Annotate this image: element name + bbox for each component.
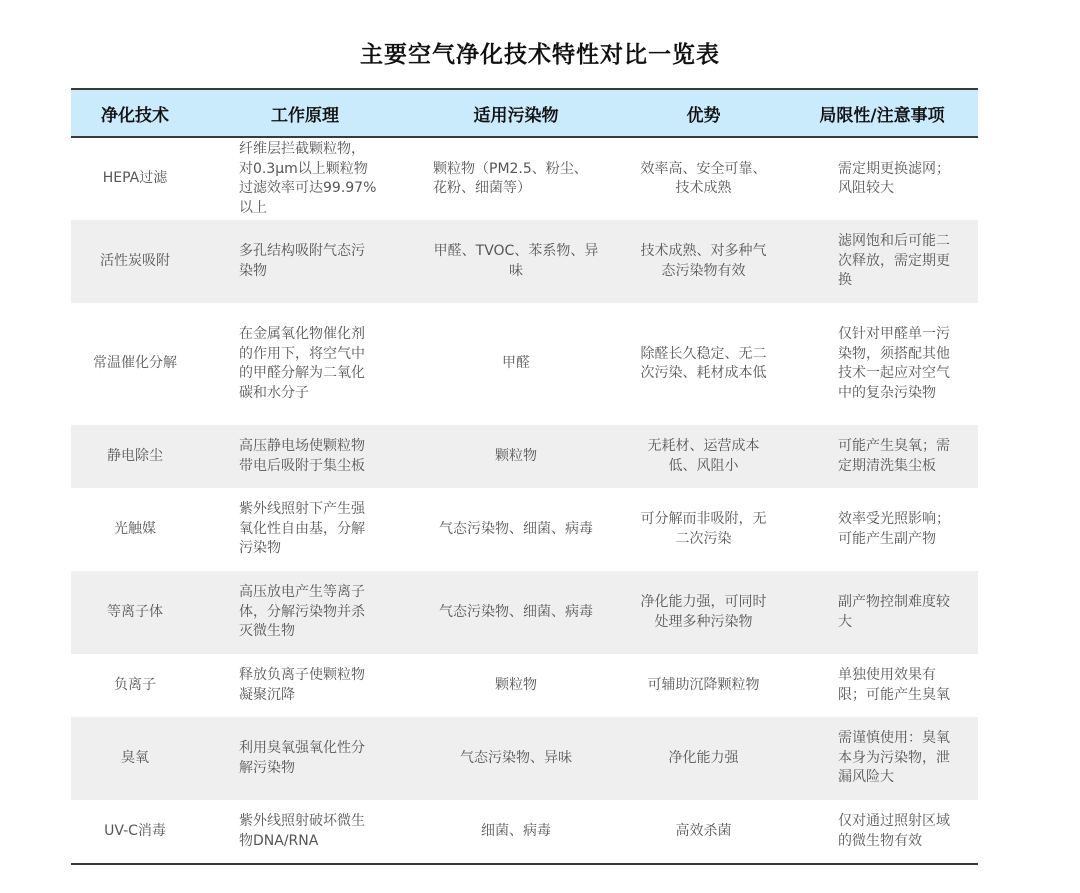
- cell-limitation: 需谨慎使用：臭氧本身为污染物，泄漏风险大: [786, 717, 978, 800]
- table-row: [71, 571, 978, 654]
- table-row: [71, 425, 978, 488]
- cell-tech: HEPA过滤: [102, 170, 168, 187]
- cell-pollutants: 颗粒物（PM2.5、粉尘、花粉、细菌等）: [433, 160, 588, 196]
- cell-advantage: 效率高、安全可靠、技术成熟: [640, 160, 767, 196]
- cell-advantage: 可分解而非吸附，无二次污染: [640, 511, 767, 547]
- table-row: [71, 488, 978, 571]
- cell-principle: 高压放电产生等离子体，分解污染物并杀灭微生物: [199, 571, 411, 654]
- table-row: [71, 654, 978, 717]
- header-pollutants: 适用污染物: [411, 89, 621, 137]
- cell-tech: UV-C消毒: [71, 800, 199, 864]
- cell-limitation: 仅针对甲醛单一污染物，须搭配其他技术一起应对空气中的复杂污染物: [838, 326, 950, 401]
- header-principle: 工作原理: [199, 89, 411, 137]
- cell-limitation: 效率受光照影响；可能产生副产物: [838, 511, 950, 547]
- cell-principle: 多孔结构吸附气态污染物: [199, 220, 411, 303]
- cell-pollutants: 气态污染物、细菌、病毒: [411, 571, 621, 654]
- cell-advantage: 净化能力强: [621, 717, 786, 800]
- cell-advantage: 技术成熟、对多种气态污染物有效: [621, 220, 786, 303]
- cell-principle: 释放负离子使颗粒物凝聚沉降: [239, 667, 365, 703]
- header-advantage: 优势: [621, 89, 786, 137]
- cell-pollutants: 气态污染物、异味: [411, 717, 621, 800]
- cell-limitation: 仅对通过照射区域的微生物有效: [786, 800, 978, 864]
- cell-principle: 在金属氧化物催化剂的作用下，将空气中的甲醛分解为二氧化碳和水分子: [239, 326, 365, 401]
- cell-tech: 等离子体: [71, 571, 199, 654]
- cell-pollutants: 气态污染物、细菌、病毒: [439, 520, 593, 537]
- cell-principle: 紫外线照射破坏微生物DNA/RNA: [199, 800, 411, 864]
- cell-pollutants: 甲醛、TVOC、苯系物、异味: [411, 220, 621, 303]
- table-row: [71, 717, 978, 800]
- cell-limitation: 滤网饱和后可能二次释放，需定期更换: [786, 220, 978, 303]
- cell-principle: 高压静电场使颗粒物带电后吸附于集尘板: [199, 425, 411, 488]
- table-header-row: [71, 89, 978, 137]
- table-row: [71, 800, 978, 864]
- cell-advantage: 高效杀菌: [621, 800, 786, 864]
- cell-pollutants: 甲醛: [502, 355, 530, 372]
- cell-limitation: 需定期更换滤网；风阻较大: [838, 160, 950, 196]
- table-row: [71, 137, 978, 220]
- comparison-table: [71, 88, 978, 865]
- cell-principle: 紫外线照射下产生强氧化性自由基，分解污染物: [239, 501, 365, 557]
- cell-advantage: 无耗材、运营成本低、风阻小: [621, 425, 786, 488]
- cell-tech: 静电除尘: [71, 425, 199, 488]
- cell-pollutants: 细菌、病毒: [411, 800, 621, 864]
- cell-principle: 纤维层拦截颗粒物，对0.3μm以上颗粒物过滤效率可达99.97%以上: [239, 141, 377, 216]
- table-row: [71, 303, 978, 425]
- cell-tech: 光触媒: [114, 520, 156, 537]
- table-row: [71, 220, 978, 303]
- cell-limitation: 可能产生臭氧；需定期清洗集尘板: [786, 425, 978, 488]
- cell-tech: 负离子: [114, 676, 156, 693]
- page-title: 主要空气净化技术特性对比一览表: [360, 42, 720, 68]
- cell-pollutants: 颗粒物: [495, 676, 537, 693]
- cell-limitation: 副产物控制难度较大: [786, 571, 978, 654]
- cell-limitation: 单独使用效果有限；可能产生臭氧: [838, 667, 950, 703]
- cell-advantage: 净化能力强，可同时处理多种污染物: [621, 571, 786, 654]
- cell-advantage: 除醛长久稳定、无二次污染、耗材成本低: [640, 345, 767, 381]
- cell-tech: 臭氧: [71, 717, 199, 800]
- cell-principle: 利用臭氧强氧化性分解污染物: [199, 717, 411, 800]
- cell-pollutants: 颗粒物: [411, 425, 621, 488]
- header-tech: 净化技术: [71, 89, 199, 137]
- cell-advantage: 可辅助沉降颗粒物: [647, 676, 760, 693]
- cell-tech: 常温催化分解: [93, 355, 177, 372]
- header-limitation: 局限性/注意事项: [786, 89, 978, 137]
- cell-tech: 活性炭吸附: [71, 220, 199, 303]
